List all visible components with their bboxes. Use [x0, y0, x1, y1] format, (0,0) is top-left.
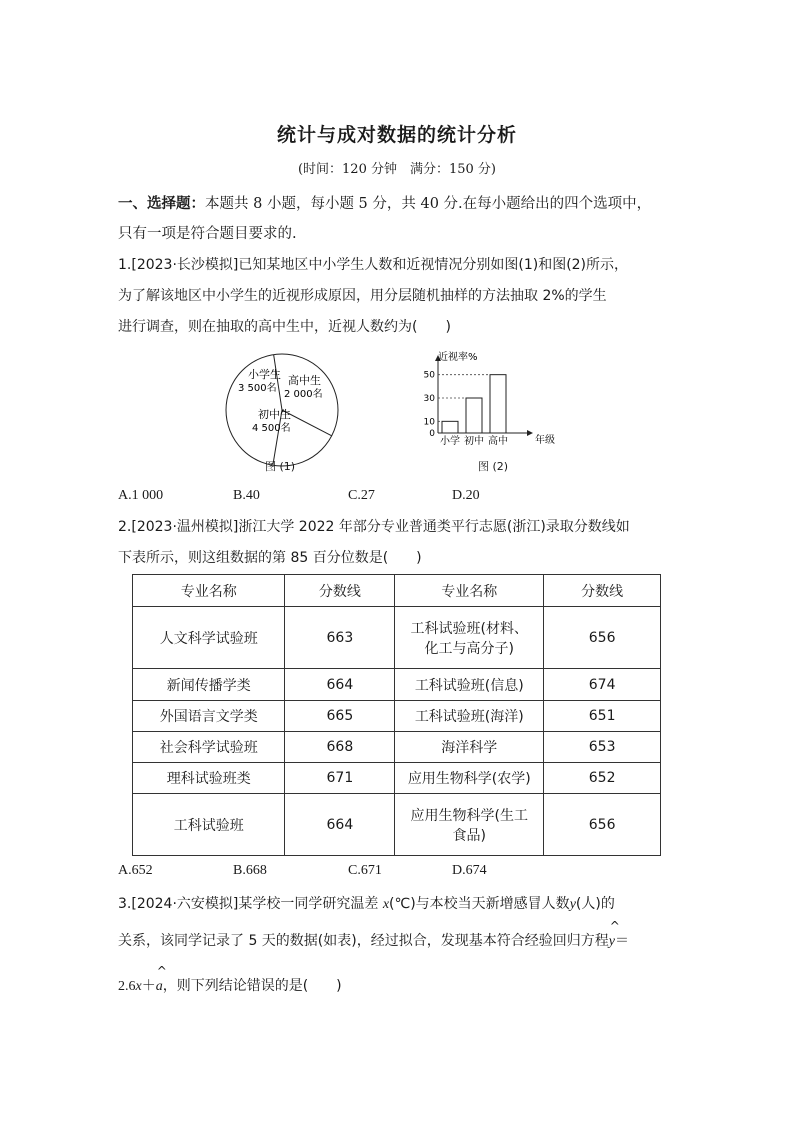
q3-equals: ＝: [614, 933, 629, 949]
hat-mark: ^: [609, 919, 620, 933]
q3-text-c: (人)的: [575, 896, 615, 912]
q2-line-1: 2.[2023·温州模拟]浙江大学 2022 年部分专业普通类平行志愿(浙江)录取分数线如: [118, 519, 630, 535]
cell-score: 664: [285, 794, 395, 856]
q3-yhat: [608, 919, 620, 950]
y-tick-label: 30: [423, 394, 435, 404]
q1-option-b[interactable]: B.40: [233, 488, 260, 503]
q3-var-y: y: [569, 897, 576, 912]
table-row: [133, 794, 661, 856]
q2-line-2: 下表所示，则这组数据的第 85 百分位数是( ): [118, 550, 422, 566]
figure1-caption: 图 (1): [265, 460, 296, 473]
bar-xlabel: 年级: [535, 435, 555, 446]
section-heading: 一、选择题：: [118, 195, 205, 212]
bar-ylabel: 近视率%: [438, 352, 478, 363]
cell-score: 663: [285, 607, 395, 669]
section-text-1: 本题共 8 小题，每小题 5 分，共 40 分.在每小题给出的四个选项中，: [205, 196, 652, 212]
bar-1: [442, 421, 458, 433]
cell-major: 应用生物科学(农学): [395, 763, 544, 794]
cell-major: 人文科学试验班: [133, 607, 285, 669]
pie-chart-figure1: [222, 352, 342, 472]
bar-plot: [424, 355, 533, 447]
x-axis-arrow: [527, 430, 533, 436]
q3-ahat: [155, 964, 167, 995]
cell-major: 外国语言文学类: [133, 701, 285, 732]
figure2-caption: 图 (2): [478, 460, 509, 473]
q3-plus: ＋: [141, 978, 156, 994]
cell-score: 665: [285, 701, 395, 732]
q2-option-d[interactable]: D.674: [452, 863, 487, 878]
q3-text-b: (℃)与本校当天新增感冒人数: [389, 896, 570, 912]
pie-label-middle-name: 初中生: [258, 408, 291, 421]
cell-major-line-1: 应用生物科学(生工: [410, 807, 529, 824]
q3-line-2: [118, 919, 693, 950]
q3-var-x: x: [382, 897, 390, 912]
q3-var-ahat: a: [155, 979, 163, 994]
y-tick-label: 0: [429, 429, 435, 439]
pie-label-high-name: 高中生: [288, 374, 321, 387]
x-tick-label: 高中: [488, 436, 508, 447]
cell-major: 新闻传播学类: [133, 669, 285, 701]
table-row: [133, 732, 661, 763]
cell-major: [395, 607, 544, 669]
q1-line-3: 进行调查，则在抽取的高中生中，近视人数约为( ): [118, 319, 451, 335]
q3-coef: 2.6: [118, 979, 136, 994]
q2-option-c[interactable]: C.671: [348, 863, 382, 878]
page-title: 统计与成对数据的统计分析: [276, 124, 517, 146]
q3-text-a: 3.[2024·六安模拟]某学校一同学研究温差: [118, 896, 383, 912]
q3-line-1: [118, 893, 693, 913]
cell-score: 656: [544, 794, 661, 856]
q3-var-yhat: y: [608, 934, 615, 949]
cell-major: 工科试验班: [133, 794, 285, 856]
table-row: [133, 669, 661, 701]
x-tick-label: 小学: [440, 436, 460, 447]
table-row: [133, 763, 661, 794]
cell-major: 社会科学试验班: [133, 732, 285, 763]
table-row: [133, 701, 661, 732]
table-row: [133, 607, 661, 669]
q3-var-x2: x: [135, 979, 142, 994]
cell-major: 工科试验班(海洋): [395, 701, 544, 732]
cell-score: 651: [544, 701, 661, 732]
pie-label-high-count: 2 000名: [284, 389, 323, 400]
table-header-row: [133, 575, 661, 607]
pie-label-middle-count: 4 500名: [252, 423, 291, 434]
pie-label-primary-name: 小学生: [248, 368, 281, 381]
bar-2: [466, 398, 482, 433]
exam-info: (时间：120 分钟 满分：150 分): [297, 162, 497, 177]
cell-major: 海洋科学: [395, 732, 544, 763]
cell-major-line-2: 食品): [452, 827, 487, 844]
cell-score: 656: [544, 607, 661, 669]
header-major-1: 专业名称: [133, 575, 285, 607]
score-table: [132, 574, 661, 856]
cell-score: 652: [544, 763, 661, 794]
cell-major: [395, 794, 544, 856]
q2-option-a[interactable]: A.652: [118, 863, 153, 878]
q1-option-a[interactable]: A.1 000: [118, 488, 164, 503]
bar-chart-figure2: [420, 350, 580, 455]
x-tick-label: 初中: [464, 436, 484, 447]
cell-major-line-2: 化工与高分子): [424, 640, 515, 657]
cell-score: 671: [285, 763, 395, 794]
bar-3: [490, 375, 506, 433]
y-tick-label: 50: [423, 370, 435, 381]
header-major-2: 专业名称: [395, 575, 544, 607]
y-tick-label: 10: [423, 417, 435, 428]
q1-line-1: 1.[2023·长沙模拟]已知某地区中小学生人数和近视情况分别如图(1)和图(2)所示，: [118, 257, 629, 273]
q3-text-d: 关系，该同学记录了 5 天的数据(如表)，经过拟合，发现基本符合经验回归方程: [118, 933, 609, 949]
q3-text-e: ，则下列结论错误的是( ): [162, 978, 342, 994]
header-score-1: 分数线: [285, 575, 395, 607]
cell-score: 653: [544, 732, 661, 763]
cell-score: 674: [544, 669, 661, 701]
q1-line-2: 为了解该地区中小学生的近视形成原因，用分层随机抽样的方法抽取 2%的学生: [118, 288, 607, 304]
pie-label-primary-count: 3 500名: [238, 383, 277, 394]
section-intro-line-2: 只有一项是符合题目要求的.: [118, 226, 297, 242]
q2-option-b[interactable]: B.668: [233, 863, 267, 878]
section-intro-line-1: [118, 192, 693, 213]
cell-major-line-1: 工科试验班(材料、: [410, 620, 529, 637]
q1-option-c[interactable]: C.27: [348, 488, 375, 503]
header-score-2: 分数线: [544, 575, 661, 607]
hat-mark: ^: [156, 964, 167, 978]
q3-line-3: [118, 964, 693, 995]
cell-score: 664: [285, 669, 395, 701]
q1-option-d[interactable]: D.20: [452, 488, 480, 503]
cell-major: 理科试验班类: [133, 763, 285, 794]
cell-score: 668: [285, 732, 395, 763]
cell-major: 工科试验班(信息): [395, 669, 544, 701]
